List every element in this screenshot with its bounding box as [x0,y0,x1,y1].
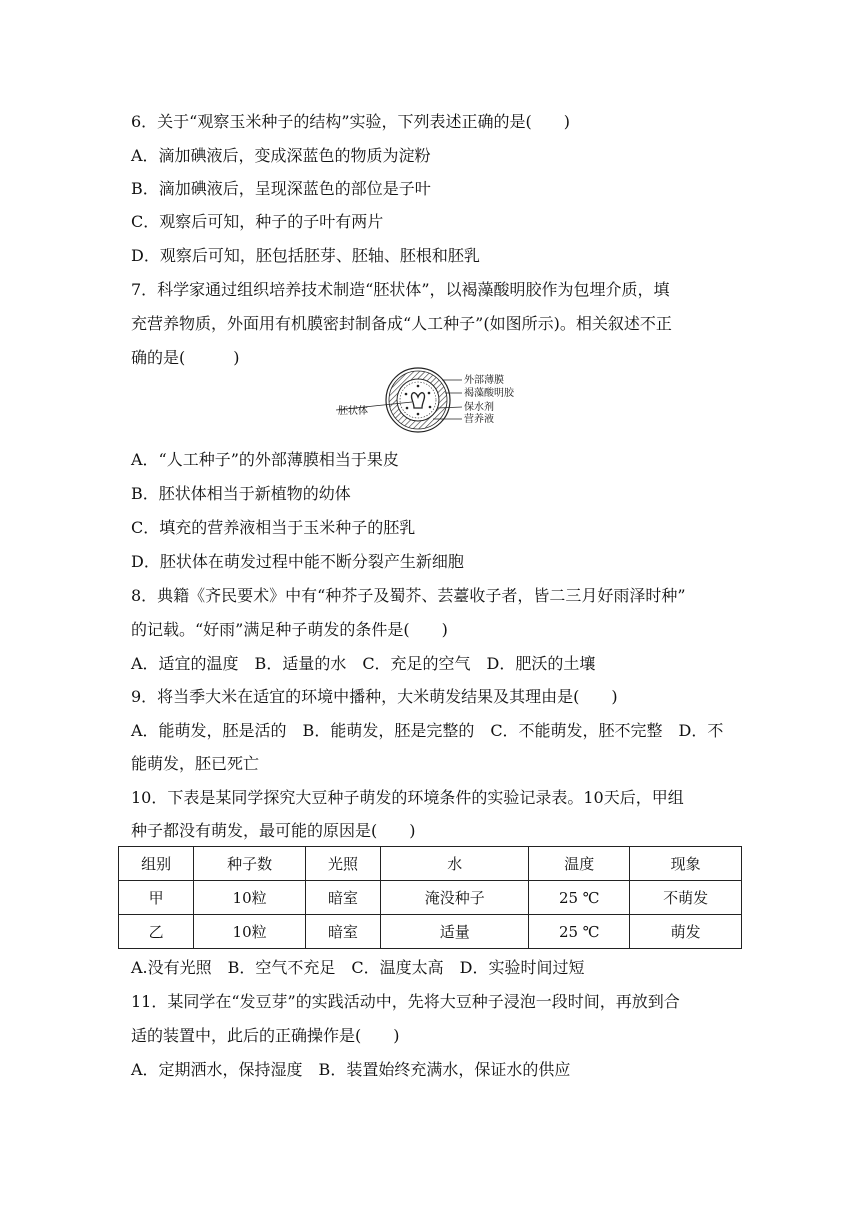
table-cell: 暗室 [305,915,380,949]
q10-options: A.没有光照 B．空气不充足 C．温度太高 D．实验时间过短 [131,958,585,977]
table-cell: 不萌发 [630,881,742,915]
q8-stem-line2: 的记载。“好雨”满足种子萌发的条件是( ) [131,620,448,639]
figure-label-water-retainer: 保水剂 [464,402,494,413]
table-row [119,881,742,915]
q6-option-b: B．滴加碘液后，呈现深蓝色的部位是子叶 [131,179,431,198]
table-cell: 10粒 [194,881,306,915]
table-cell: 25 ℃ [529,915,630,949]
q10-stem-line1: 10．下表是某同学探究大豆种子萌发的环境条件的实验记录表。10天后，甲组 [131,788,684,807]
table-header: 温度 [529,847,630,881]
q8-stem-line1: 8．典籍《齐民要术》中有“种芥子及蜀芥、芸薹收子者，皆二三月好雨泽时种” [131,586,686,605]
q11-options: A．定期洒水，保持湿度 B．装置始终充满水，保证水的供应 [131,1060,571,1079]
table-header-row [119,847,742,881]
q6-option-c: C．观察后可知，种子的子叶有两片 [131,212,384,231]
q6-option-a: A．滴加碘液后，变成深蓝色的物质为淀粉 [131,146,431,165]
q7-stem-line2: 充营养物质，外面用有机膜密封制备成“人工种子”(如图所示)。相关叙述不正 [131,314,672,333]
q11-stem-line2: 适的装置中，此后的正确操作是( ) [131,1026,400,1045]
table-cell: 甲 [119,881,194,915]
figure-label-outer-film: 外部薄膜 [464,375,504,386]
q6-stem: 6．关于“观察玉米种子的结构”实验，下列表述正确的是( ) [131,112,571,131]
table-cell: 10粒 [194,915,306,949]
table-cell: 乙 [119,915,194,949]
table-cell: 适量 [381,915,529,949]
table-header: 种子数 [194,847,306,881]
q7-option-a: A．“人工种子”的外部薄膜相当于果皮 [131,450,399,469]
q9-options-line1: A．能萌发，胚是活的 B．能萌发，胚是完整的 C．不能萌发，胚不完整 D．不 [131,721,724,740]
q9-stem: 9．将当季大米在适宜的环境中播种，大米萌发结果及其理由是( ) [131,687,618,706]
q7-stem-line3: 确的是( ) [131,348,240,367]
table-cell: 暗室 [305,881,380,915]
q9-options-line2: 能萌发，胚已死亡 [131,754,260,773]
q7-option-b: B．胚状体相当于新植物的幼体 [131,484,351,503]
q8-options: A．适宜的温度 B．适量的水 C．充足的空气 D．肥沃的土壤 [131,654,596,673]
q6-option-d: D．观察后可知，胚包括胚芽、胚轴、胚根和胚乳 [131,246,480,265]
table-header: 水 [381,847,529,881]
q11-stem-line1: 11．某同学在“发豆芽”的实践活动中，先将大豆种子浸泡一段时间，再放到合 [131,992,680,1011]
figure-label-gel: 褐藻酸明胶 [464,388,514,399]
table-row [119,915,742,949]
table-header: 光照 [305,847,380,881]
experiment-table [118,846,742,949]
artificial-seed-figure [334,366,534,434]
q10-stem-line2: 种子都没有萌发，最可能的原因是( ) [131,821,416,840]
table-header: 组别 [119,847,194,881]
figure-label-nutrient: 营养液 [464,414,494,425]
table-cell: 25 ℃ [529,881,630,915]
table-header: 现象 [630,847,742,881]
figure-label-embryoid: 胚状体 [338,406,368,417]
q7-stem-line1: 7．科学家通过组织培养技术制造“胚状体”，以褐藻酸明胶作为包埋介质，填 [131,280,670,299]
q7-option-d: D．胚状体在萌发过程中能不断分裂产生新细胞 [131,552,464,571]
table-cell: 淹没种子 [381,881,529,915]
q7-option-c: C．填充的营养液相当于玉米种子的胚乳 [131,518,416,537]
table-cell: 萌发 [630,915,742,949]
